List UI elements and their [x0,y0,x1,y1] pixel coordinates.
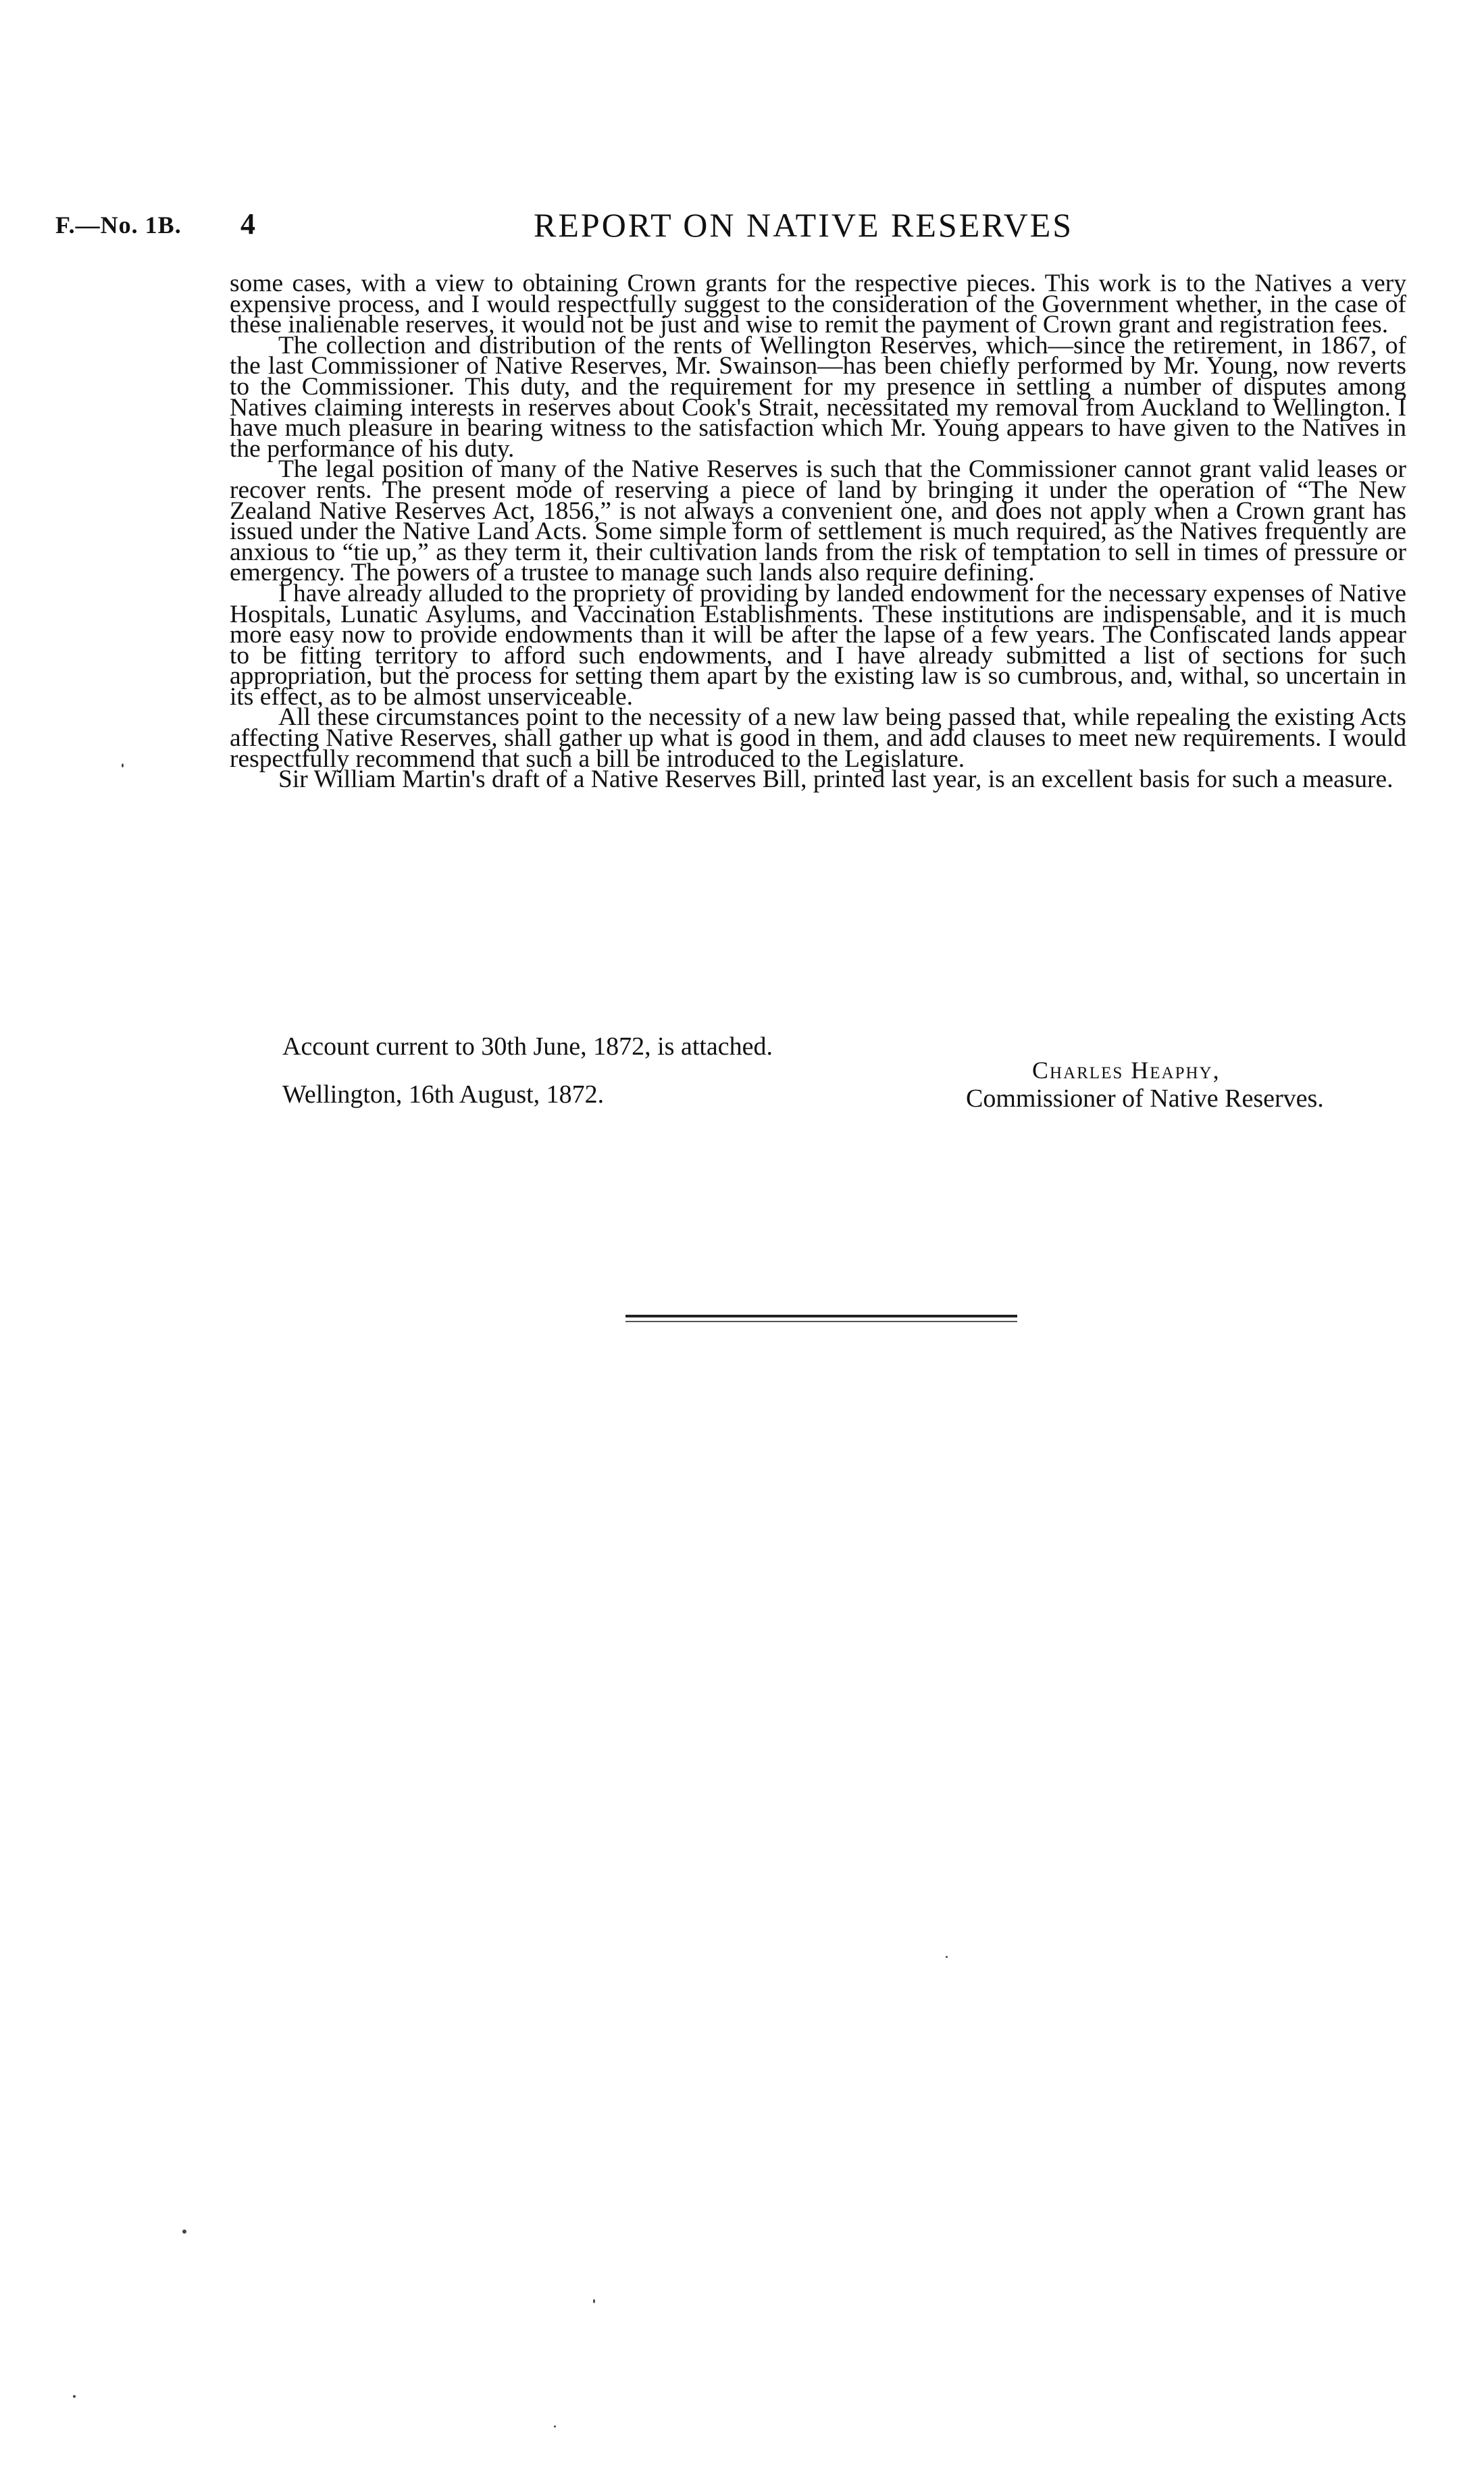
paper-speck [593,2299,595,2303]
paper-speck [122,763,124,768]
paper-speck [182,2230,186,2234]
body-paragraph: The collection and distribution of the rents of Wellington Reserves, which—since the retirement, in 1867, of the last Commissioner of Native Reserves, Mr. Swainson—has been chiefly performed by Mr. Young, now reverts to the Commissioner. This duty, and the requirement for my presence in settling a number of disputes among Natives claiming interests in reserves about Cook's Strait, necessitated my removal from Auckland to Wellington. I have much pleasure in bearing witness to the satisfaction which Mr. Young appears to have given to the Natives in the performance of his duty. [230,331,1406,463]
body-paragraph: The legal position of many of the Native Reserves is such that the Commissioner cannot grant valid leases or recover rents. The present mode of reserving a piece of land by bringing it under the operation of “The New Zealand Native Reserves Act, 1856,” is not always a convenient one, and does not apply when a Crown grant has issued under the Native Land Acts. Some simple form of settlement is much required, as the Natives frequently are anxious to “tie up,” as they term it, their cultivation lands from the risk of temptation to sell in times of pressure or emergency. The powers of a trustee to manage such lands also require defining. [230,455,1406,587]
paper-speck [554,2425,556,2427]
paper-speck [946,1956,948,1958]
paper-speck [73,2395,76,2398]
body-paragraph: some cases, with a view to obtaining Crown grants for the respective pieces. This work is to the Natives a very expensive process, and I would respectfully suggest to the consideration of the Government whether, in the case of these inalienable reserves, it would not be just and wise to remit the payment of Crown grant and registration fees. [230,270,1406,339]
body-paragraph: I have already alluded to the propriety of providing by landed endowment for the necessary expenses of Native Hospitals, Lunatic Asylums, and Vaccination Establishments. These institutions are indispensable, and it is much more easy now to provide endowments than it will be after the lapse of a few years. The Confiscated lands appear to be fitting territory to afford such endowments, and I have already submitted a list of sections for such appropriation, but the process for setting them apart by the existing law is so cumbrous, and, withal, so uncertain in its effect, as to be almost unserviceable. [230,579,1406,711]
account-note: Account current to 30th June, 1872, is attached. [282,1032,773,1061]
closing-rule [625,1315,1017,1317]
closing-rule-thin [625,1321,1017,1322]
running-title: REPORT ON NATIVE RESERVES [534,206,1074,244]
body-paragraph: All these circumstances point to the necessity of a new law being passed that, while repealing the existing Acts affecting Native Reserves, shall gather up what is good in them, and add clauses to meet new requirements. I would respectfully recommend that such a bill be introduced to the Legislature. [230,703,1406,773]
place-and-date: Wellington, 16th August, 1872. [282,1080,605,1109]
signature-title: Commissioner of Native Reserves. [966,1084,1324,1113]
report-body [230,270,1406,794]
body-paragraph: Sir William Martin's draft of a Native Reserves Bill, printed last year, is an excellent basis for such a measure. [278,765,1393,794]
signature-name: Charles Heaphy, [1032,1057,1221,1084]
page-number: 4 [240,207,255,241]
document-reference: F.—No. 1B. [55,211,182,238]
